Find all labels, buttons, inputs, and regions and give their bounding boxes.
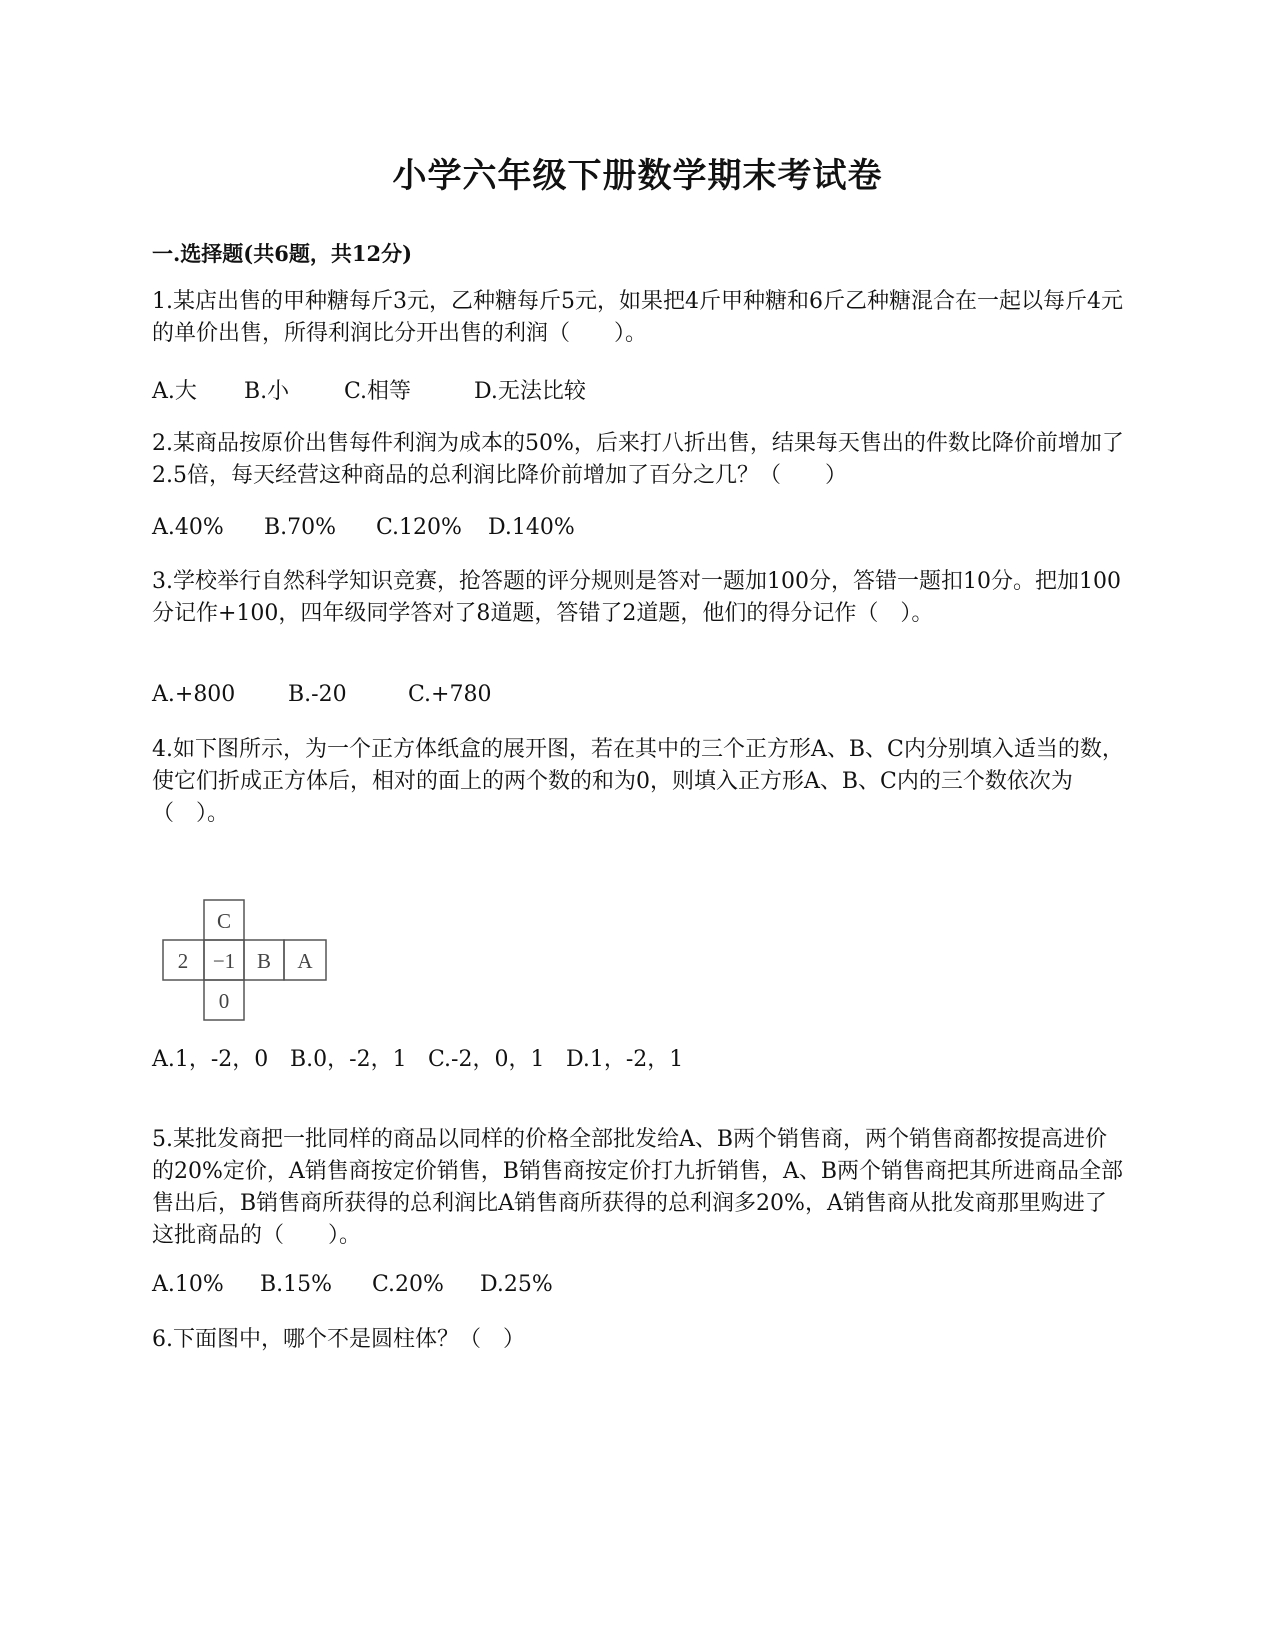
option: C.相等 (344, 379, 412, 404)
option: C.120% (376, 515, 462, 540)
net-label: B (256, 949, 272, 973)
option: A.1，-2，0 (152, 1047, 269, 1072)
question-3: 3.学校举行自然科学知识竞赛，抢答题的评分规则是答对一题加100分，答错一题扣10分。把加100分记作+100，四年级同学答对了8道题，答错了2道题，他们的得分记作（ ）。 (152, 569, 1121, 626)
option: A.10% (152, 1272, 224, 1297)
question-4-options (152, 1042, 683, 1073)
option: A.大 (152, 379, 197, 404)
option: A.40% (152, 515, 224, 540)
option: D.1，-2，1 (566, 1047, 684, 1072)
question-5: 5.某批发商把一批同样的商品以同样的价格全部批发给A、B两个销售商，两个销售商都按提高进价的20%定价，A销售商按定价销售，B销售商按定价打九折销售，A、B两个销售商把其所进商品全部售出后，B销售商所获得的总利润比A销售商所获得的总利润多20%，A销售商从批发商那里购进了这批商品的（ ）。 (152, 1127, 1124, 1248)
net-label: A (297, 949, 313, 973)
option: C.20% (372, 1272, 444, 1297)
question-4: 4.如下图所示，为一个正方体纸盒的展开图，若在其中的三个正方形A、B、C内分别填入适当的数，使它们折成正方体后，相对的面上的两个数的和为0，则填入正方形A、B、C内的三个数依次为（ ）。 (152, 737, 1124, 826)
option: A.+800 (152, 682, 236, 707)
page-title: 小学六年级下册数学期末考试卷 (392, 156, 883, 196)
option: D.25% (480, 1272, 553, 1297)
net-label: 2 (177, 949, 189, 973)
option: C.+780 (408, 682, 492, 707)
option: D.无法比较 (474, 379, 586, 404)
net-label-top: C (216, 909, 232, 933)
option: B.-20 (288, 682, 347, 707)
option: B.0，-2，1 (290, 1047, 407, 1072)
option: C.-2，0，1 (428, 1047, 545, 1072)
question-5-options (152, 1272, 553, 1297)
option: B.小 (244, 379, 290, 404)
net-label: −1 (212, 949, 236, 973)
question-2: 2.某商品按原价出售每件利润为成本的50%，后来打八折出售，结果每天售出的件数比降价前增加了2.5倍，每天经营这种商品的总利润比降价前增加了百分之几？（ ） (152, 431, 1124, 488)
question-1-options (152, 374, 586, 405)
question-3-options (152, 682, 491, 707)
cube-net-figure (160, 898, 340, 1038)
question-6: 6.下面图中，哪个不是圆柱体？（ ） (152, 1327, 525, 1352)
option: B.15% (260, 1272, 333, 1297)
section-heading: 一.选择题(共6题，共12分) (152, 241, 413, 266)
question-2-options (152, 515, 575, 540)
net-label-bottom: 0 (218, 989, 230, 1013)
option: B.70% (264, 515, 337, 540)
question-1: 1.某店出售的甲种糖每斤3元，乙种糖每斤5元，如果把4斤甲种糖和6斤乙种糖混合在一起以每斤4元的单价出售，所得利润比分开出售的利润（ ）。 (152, 289, 1123, 346)
option: D.140% (488, 515, 575, 540)
